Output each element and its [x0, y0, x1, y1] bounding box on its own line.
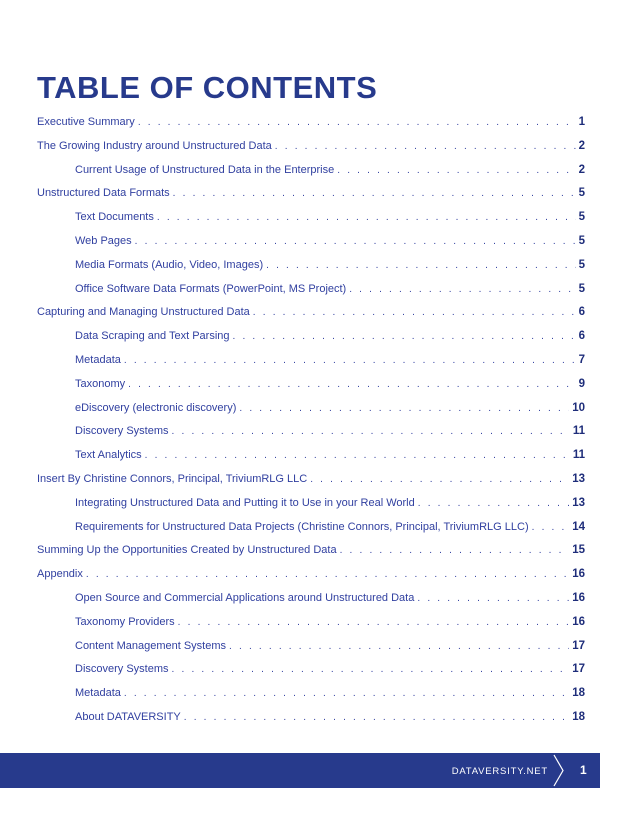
toc-leader-dots — [172, 426, 570, 437]
footer-bar — [0, 753, 600, 788]
footer-site-name: DATAVERSITY.NET — [451, 766, 548, 777]
toc-entry-page: 16 — [572, 591, 585, 604]
toc-entry[interactable] — [37, 497, 585, 521]
toc-entry[interactable] — [37, 544, 585, 568]
toc-entry[interactable] — [37, 663, 585, 687]
toc-entry[interactable] — [37, 473, 585, 497]
toc-entry-label: Media Formats (Audio, Video, Images) — [75, 258, 264, 271]
toc-entry-label: Unstructured Data Formats — [37, 187, 170, 200]
toc-leader-dots — [178, 617, 570, 628]
toc-entry-page: 5 — [578, 282, 585, 295]
toc-entry-page: 17 — [572, 639, 585, 652]
toc-entry-page: 16 — [572, 615, 585, 628]
toc-entry-page: 18 — [572, 710, 585, 723]
toc-entry[interactable] — [37, 568, 585, 592]
toc-entry-page: 16 — [572, 568, 585, 581]
toc-entry-label: Appendix — [37, 568, 83, 581]
toc-leader-dots — [172, 664, 570, 675]
toc-entry-label: The Growing Industry around Unstructured Data — [37, 139, 272, 152]
toc-entry-label: Web Pages — [75, 234, 132, 247]
toc-entry[interactable] — [37, 402, 585, 426]
toc-entry-page: 2 — [578, 139, 585, 152]
toc-entry[interactable] — [37, 592, 585, 616]
toc-entry-page: 2 — [578, 163, 585, 176]
toc-entry-page: 11 — [572, 449, 585, 462]
toc-entry[interactable] — [37, 330, 585, 354]
toc-leader-dots — [253, 307, 576, 318]
toc-leader-dots — [184, 712, 569, 723]
toc-entry-label: Executive Summary — [37, 116, 135, 128]
toc-leader-dots — [157, 212, 576, 223]
toc-entry[interactable] — [37, 140, 585, 164]
toc-entry-label: Open Source and Commercial Applications around Unstructured Data — [75, 591, 415, 604]
footer-page-number: 1 — [580, 763, 587, 777]
toc-entry[interactable] — [37, 711, 585, 735]
toc-entry-page: 7 — [578, 353, 585, 366]
toc-leader-dots — [239, 403, 569, 414]
toc-entry-label: Integrating Unstructured Data and Putting it to Use in your Real World — [75, 496, 415, 509]
toc-leader-dots — [275, 141, 576, 152]
toc-leader-dots — [86, 569, 569, 580]
toc-entry-page: 13 — [572, 472, 585, 485]
toc-entry[interactable] — [37, 378, 585, 402]
toc-entry[interactable] — [37, 449, 585, 473]
toc-entry[interactable] — [37, 306, 585, 330]
toc-entry-page: 9 — [578, 377, 585, 390]
toc-entry-page: 1 — [578, 116, 585, 128]
toc-entry[interactable] — [37, 116, 585, 140]
toc-entry-label: Text Analytics — [75, 449, 142, 462]
toc-entry[interactable] — [37, 164, 585, 188]
toc-entry-label: Current Usage of Unstructured Data in the Enterprise — [75, 163, 335, 176]
toc-entry-page: 6 — [578, 330, 585, 343]
toc-entry[interactable] — [37, 283, 585, 307]
toc-leader-dots — [349, 284, 575, 295]
toc-leader-dots — [229, 641, 569, 652]
table-of-contents — [37, 116, 585, 735]
toc-entry-label: Taxonomy Providers — [75, 615, 175, 628]
toc-entry[interactable] — [37, 211, 585, 235]
toc-entry-page: 18 — [572, 687, 585, 700]
toc-leader-dots — [340, 545, 570, 556]
toc-entry-page: 6 — [578, 306, 585, 319]
toc-entry[interactable] — [37, 259, 585, 283]
toc-leader-dots — [532, 522, 570, 533]
toc-entry-label: Summing Up the Opportunities Created by Unstructured Data — [37, 544, 337, 557]
toc-entry-label: Office Software Data Formats (PowerPoint, MS Project) — [75, 282, 347, 295]
toc-leader-dots — [233, 331, 576, 342]
toc-entry[interactable] — [37, 687, 585, 711]
toc-entry-label: Data Scraping and Text Parsing — [75, 330, 230, 343]
toc-entry-label: Text Documents — [75, 211, 154, 224]
toc-leader-dots — [145, 450, 570, 461]
toc-entry-label: Metadata — [75, 353, 121, 366]
toc-entry-label: About DATAVERSITY — [75, 710, 181, 723]
toc-leader-dots — [124, 688, 569, 699]
toc-entry[interactable] — [37, 616, 585, 640]
toc-leader-dots — [138, 117, 576, 128]
toc-entry-page: 5 — [578, 258, 585, 271]
page-title: TABLE OF CONTENTS — [37, 70, 378, 105]
toc-entry-label: Content Management Systems — [75, 639, 227, 652]
toc-entry-label: Metadata — [75, 687, 121, 700]
toc-entry-label: Discovery Systems — [75, 663, 169, 676]
toc-entry-page: 11 — [572, 425, 585, 438]
toc-leader-dots — [173, 188, 576, 199]
toc-entry[interactable] — [37, 521, 585, 545]
chevron-right-icon — [553, 753, 565, 788]
toc-entry-page: 5 — [578, 187, 585, 200]
toc-entry-page: 5 — [578, 234, 585, 247]
toc-entry[interactable] — [37, 187, 585, 211]
toc-entry-page: 10 — [572, 401, 585, 414]
toc-leader-dots — [310, 474, 569, 485]
toc-entry[interactable] — [37, 640, 585, 664]
toc-entry-page: 17 — [572, 663, 585, 676]
toc-entry-page: 15 — [572, 544, 585, 557]
toc-leader-dots — [135, 236, 576, 247]
toc-entry-label: Capturing and Managing Unstructured Data — [37, 306, 250, 319]
toc-leader-dots — [266, 260, 575, 271]
toc-leader-dots — [124, 355, 576, 366]
toc-leader-dots — [337, 165, 575, 176]
toc-leader-dots — [418, 498, 569, 509]
toc-entry[interactable] — [37, 425, 585, 449]
toc-leader-dots — [128, 379, 575, 390]
toc-entry-page: 5 — [578, 211, 585, 224]
toc-entry-page: 14 — [572, 520, 585, 533]
toc-entry[interactable] — [37, 354, 585, 378]
toc-entry-label: Insert By Christine Connors, Principal, TriviumRLG LLC — [37, 472, 308, 485]
toc-entry-label: Discovery Systems — [75, 425, 169, 438]
toc-leader-dots — [417, 593, 569, 604]
toc-entry-label: Taxonomy — [75, 377, 126, 390]
toc-entry-label: eDiscovery (electronic discovery) — [75, 401, 237, 414]
toc-entry-page: 13 — [572, 496, 585, 509]
toc-entry[interactable] — [37, 235, 585, 259]
toc-entry-label: Requirements for Unstructured Data Projects (Christine Connors, Principal, TriviumRLG LLC) — [75, 520, 529, 533]
